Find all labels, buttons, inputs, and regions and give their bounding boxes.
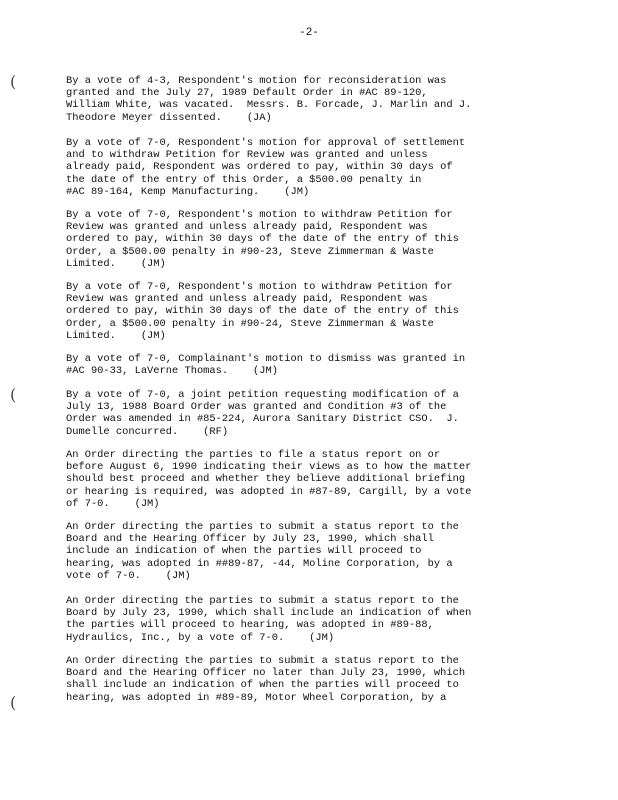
punch-hole-mark: ( [10, 693, 17, 712]
paragraph-8: An Order directing the parties to submit a status report to the Board and the Hearing Officer by July 23, 1990, which shall include an indication of when the parties will proceed to hearing, was adopted in ##89-87, -44, Moline Corporation, by a vote of 7-0. (JM) [66, 521, 459, 582]
paragraph-3: By a vote of 7-0, Respondent's motion to withdraw Petition for Review was granted and unless already paid, Respondent was ordered to pay, within 30 days of the date of the entry of this Order, a $500.00 penalty in #90-23, Steve Zimmerman & Waste Limited. (JM) [66, 209, 459, 270]
paragraph-6: By a vote of 7-0, a joint petition requesting modification of a July 13, 1988 Board Order was granted and Condition #3 of the Order was amended in #85-224, Aurora Sanitary District CSO. J. Dumelle concurred. (RF) [66, 389, 459, 438]
punch-hole-mark: ( [10, 72, 17, 91]
paragraph-1: By a vote of 4-3, Respondent's motion for reconsideration was granted and the July 27, 1989 Default Order in #AC 89-120, William White, was vacated. Messrs. B. Forcade, J. Marlin and J. Theodore Meyer dissented. (JA) [66, 75, 472, 124]
paragraph-4: By a vote of 7-0, Respondent's motion to withdraw Petition for Review was granted and unless already paid, Respondent was ordered to pay, within 30 days of the date of the entry of this Order, a $500.00 penalty in #90-24, Steve Zimmerman & Waste Limited. (JM) [66, 281, 459, 342]
punch-hole-mark: ( [10, 385, 17, 404]
paragraph-7: An Order directing the parties to file a status report on or before August 6, 1990 indicating their views as to how the matter should best proceed and whether they believe additional briefing or hearing is required, was adopted in #87-89, Cargill, by a vote of 7-0. (JM) [66, 449, 472, 510]
paragraph-9: An Order directing the parties to submit a status report to the Board by July 23, 1990, which shall include an indication of when the parties will proceed to hearing, was adopted in #89-88, Hydraulics, Inc., by a vote of 7-0. (JM) [66, 595, 472, 644]
paragraph-2: By a vote of 7-0, Respondent's motion for approval of settlement and to withdraw Petition for Review was granted and unless already paid, Respondent was ordered to pay, within 30 days of the date of the entry of this Order, a $500.00 penalty in #AC 89-164, Kemp Manufacturing. (JM) [66, 137, 466, 198]
paragraph-10: An Order directing the parties to submit a status report to the Board and the Hearing Officer no later than July 23, 1990, which shall include an indication of when the parties will proceed to hearing, was adopted in #89-89, Motor Wheel Corporation, by a [66, 655, 466, 704]
paragraph-5: By a vote of 7-0, Complainant's motion to dismiss was granted in #AC 90-33, LaVerne Thomas. (JM) [66, 353, 466, 378]
page-number: -2- [299, 27, 319, 39]
